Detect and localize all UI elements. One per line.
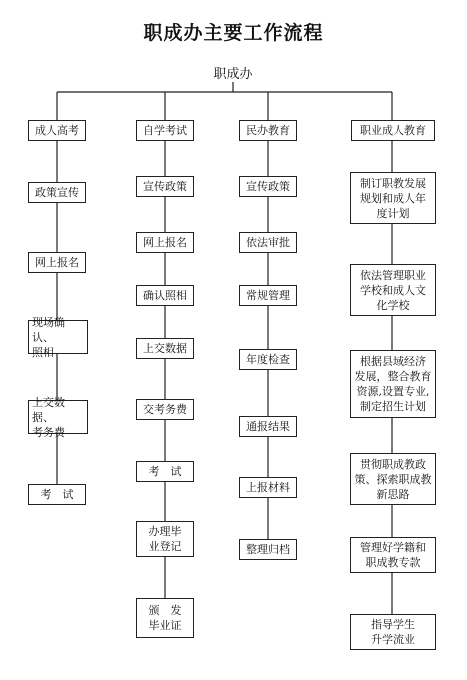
node-pay-exam-fees: 交考务费 — [136, 399, 194, 420]
node-onsite-confirm-photo: 现场确认、 照相 — [28, 320, 88, 354]
node-graduation-registration: 办理毕 业登记 — [136, 521, 194, 557]
node-lawful-approval: 依法审批 — [239, 232, 297, 253]
node-online-registration: 网上报名 — [136, 232, 194, 253]
node-archive: 整理归档 — [239, 539, 297, 560]
node-submit-materials: 上报材料 — [239, 477, 297, 498]
node-policy-publicity: 政策宣传 — [28, 182, 86, 203]
root-node-label: 职成办 — [213, 67, 253, 82]
node-private-education: 民办教育 — [239, 120, 297, 141]
node-submit-data-fees: 上交数据、 考务费 — [28, 400, 88, 434]
node-vocational-adult-education: 职业成人教育 — [351, 120, 435, 141]
node-development-plan: 制订职教发展 规划和成人年 度计划 — [350, 172, 436, 224]
node-manage-enrollment-funds: 管理好学籍和 职成教专款 — [350, 537, 436, 573]
node-online-registration: 网上报名 — [28, 252, 86, 273]
node-exam: 考 试 — [136, 461, 194, 482]
node-confirm-photo: 确认照相 — [136, 285, 194, 306]
node-submit-data: 上交数据 — [136, 338, 194, 359]
page-title: 职成办主要工作流程 — [143, 22, 324, 44]
node-publicize-policy: 宣传政策 — [239, 176, 297, 197]
node-publicize-policy: 宣传政策 — [136, 176, 194, 197]
node-exam: 考 试 — [28, 484, 86, 505]
node-guide-students: 指导学生 升学流业 — [350, 614, 436, 650]
node-routine-management: 常规管理 — [239, 285, 297, 306]
node-annual-inspection: 年度检查 — [239, 349, 297, 370]
node-adult-exam: 成人高考 — [28, 120, 86, 141]
node-resource-integration: 根据县域经济 发展，整合教育 资源,设置专业, 制定招生计划 — [350, 350, 436, 418]
node-self-study-exam: 自学考试 — [136, 120, 194, 141]
node-manage-schools: 依法管理职业 学校和成人文 化学校 — [350, 264, 436, 316]
node-report-results: 通报结果 — [239, 416, 297, 437]
node-implement-policy: 贯彻职成教政 策、探索职成教 新思路 — [350, 453, 436, 505]
node-issue-diploma: 颁 发 毕业证 — [136, 598, 194, 638]
